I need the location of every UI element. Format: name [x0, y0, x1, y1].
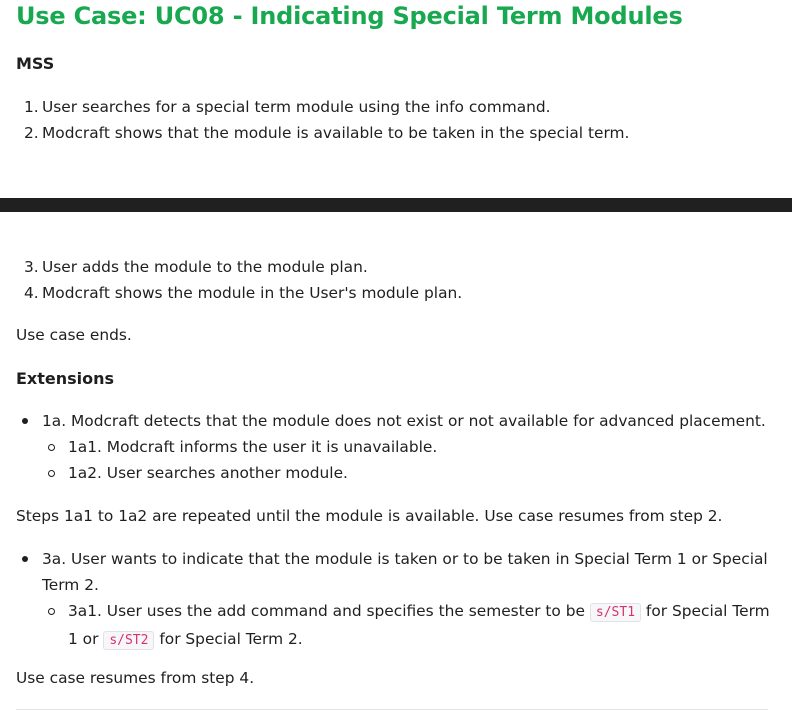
mss-step-2-number: 2.: [24, 124, 39, 142]
extension-3a1-text-part1: 3a1. User uses the add command and specifies the semester to be: [68, 602, 590, 620]
extension-3a1-text-part3: 1 or: [68, 630, 104, 648]
mss-step-1: [16, 94, 629, 120]
mss-list-first: [16, 94, 629, 146]
circle-bullet-icon: [48, 608, 55, 615]
mss-step-3-text: User adds the module to the module plan.: [42, 258, 368, 276]
extension-1a1: [42, 434, 766, 460]
extension-3a-text-line2: Term 2.: [42, 576, 99, 594]
extension-3a: [0, 546, 770, 654]
resumes-step4-text: Use case resumes from step 4.: [16, 669, 255, 687]
steps-repeat-text: Steps 1a1 to 1a2 are repeated until the module is available. Use case resumes from step 2.: [16, 507, 723, 525]
extensions-list-2: [0, 546, 770, 654]
extension-1a-text: 1a. Modcraft detects that the module does not exist or not available for advanced placement.: [42, 412, 766, 430]
mss-step-1-number: 1.: [24, 98, 39, 116]
page-title: Use Case: UC08 - Indicating Special Term Modules: [16, 2, 683, 30]
bullet-icon: [22, 418, 28, 424]
extension-1a1-text: 1a1. Modcraft informs the user it is unavailable.: [68, 438, 438, 456]
code-semester-st2: s/ST2: [103, 631, 154, 650]
circle-bullet-icon: [48, 470, 55, 477]
circle-bullet-icon: [48, 444, 55, 451]
extensions-list-1: [0, 408, 766, 486]
extension-1a2: [42, 460, 766, 486]
extension-3a-text-line1: 3a. User wants to indicate that the module is taken or to be taken in Special Term 1 or Special: [42, 550, 768, 568]
mss-step-3: [16, 254, 462, 280]
bottom-divider: [16, 709, 768, 710]
extension-1a2-text: 1a2. User searches another module.: [68, 464, 348, 482]
page-break-divider: [0, 198, 792, 212]
bullet-icon: [22, 556, 28, 562]
mss-step-4: [16, 280, 462, 306]
use-case-ends-text: Use case ends.: [16, 326, 132, 344]
extension-3a1-text-part4: for Special Term 2.: [154, 630, 303, 648]
mss-step-2-text: Modcraft shows that the module is available to be taken in the special term.: [42, 124, 630, 142]
mss-step-2: [16, 120, 629, 146]
mss-step-1-text: User searches for a special term module using the info command.: [42, 98, 551, 116]
extension-3a-sublist: [42, 598, 770, 654]
mss-step-4-number: 4.: [24, 284, 39, 302]
code-semester-st1: s/ST1: [590, 603, 641, 622]
extension-3a1: [42, 598, 770, 654]
extension-3a1-text-part2: for Special Term: [641, 602, 770, 620]
extensions-heading: Extensions: [16, 369, 115, 388]
extension-1a-sublist: [42, 434, 766, 486]
mss-step-3-number: 3.: [24, 258, 39, 276]
mss-step-4-text: Modcraft shows the module in the User's module plan.: [42, 284, 463, 302]
mss-heading: MSS: [16, 54, 55, 73]
mss-list-second: [16, 254, 462, 306]
extension-1a: [0, 408, 766, 486]
